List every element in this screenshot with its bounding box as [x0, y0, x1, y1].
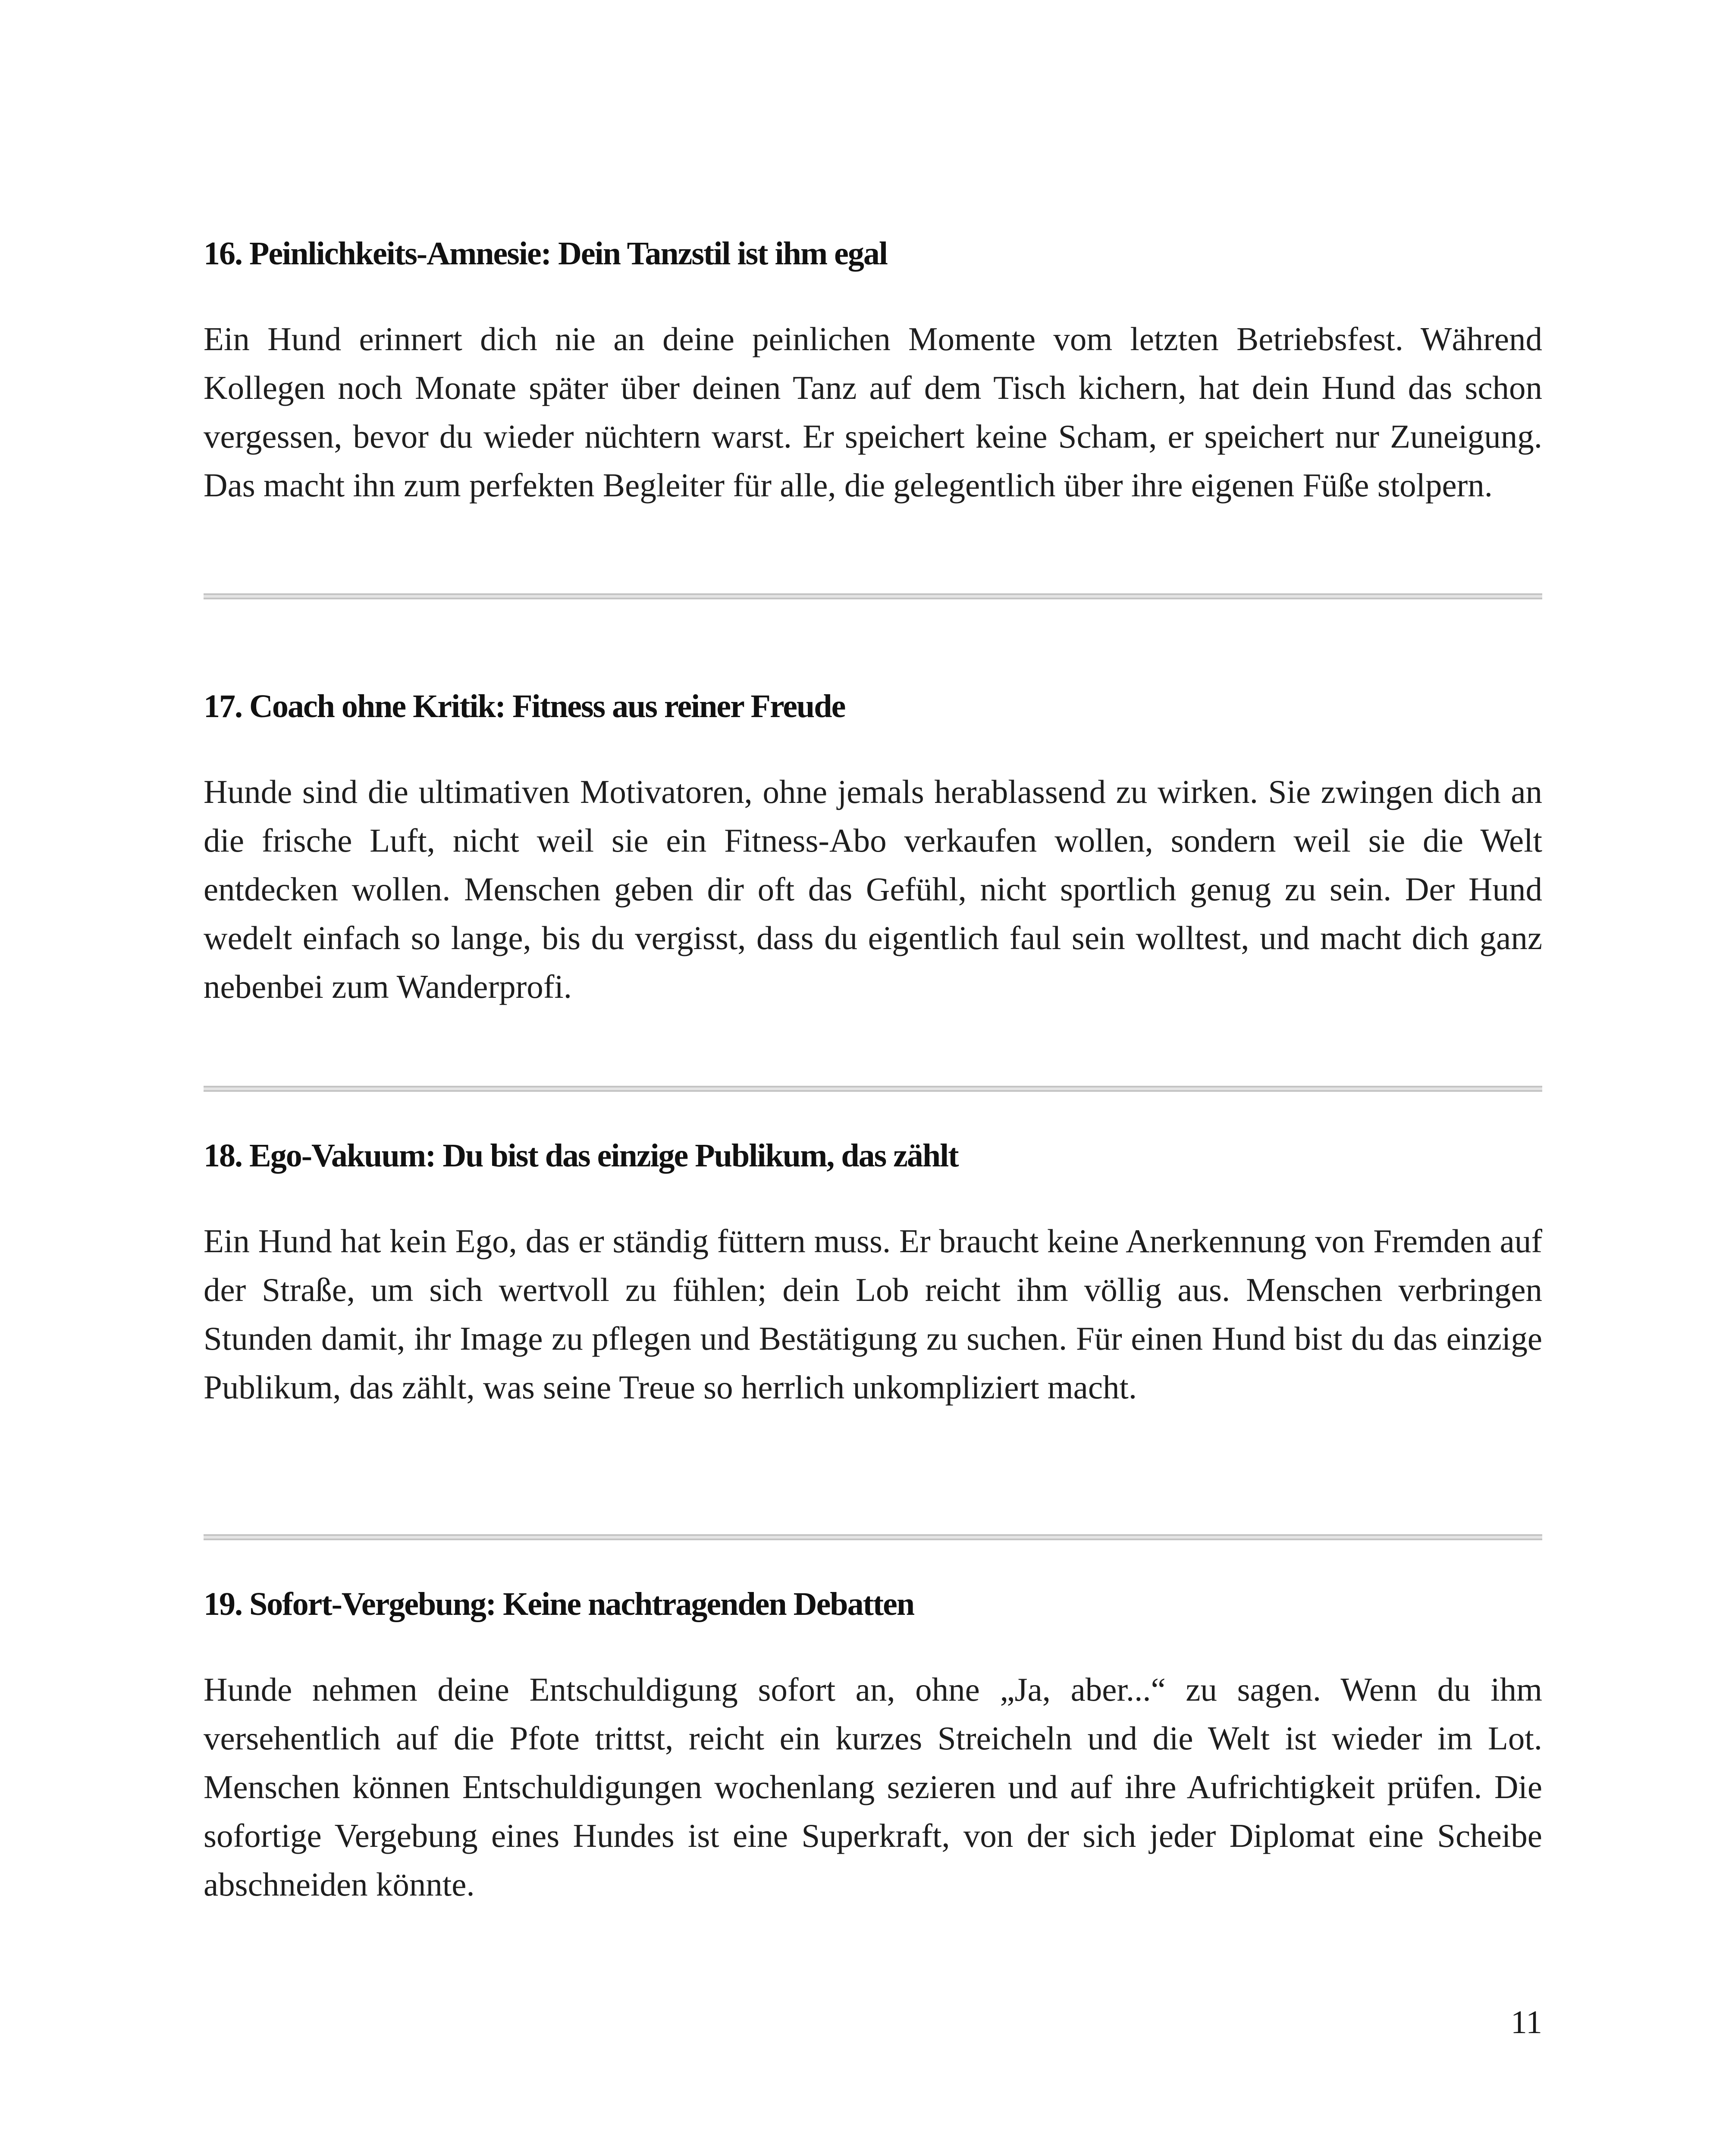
section-16	[204, 233, 1542, 510]
document-page	[204, 0, 1542, 2156]
section-body: Hunde sind die ultimativen Motivatoren, ohne jemals herablassend zu wirken. Sie zwingen dich an die frische Luft, nicht weil sie ein Fitness-Abo verkaufen wollen, sondern weil sie die Welt entdecken wollen. Menschen geben dir oft das Gefühl, nicht sportlich genug zu sein. Der Hund wedelt einfach so lange, bis du vergisst, dass du eigentlich faul sein wolltest, und macht dich ganz nebenbei zum Wanderprofi.	[204, 773, 1542, 1005]
section-divider	[204, 593, 1542, 599]
section-body: Ein Hund hat kein Ego, das er ständig füttern muss. Er braucht keine Anerkennung von Fremden auf der Straße, um sich wertvoll zu fühlen; dein Lob reicht ihm völlig aus. Menschen verbringen Stunden damit, ihr Image zu pflegen und Bestätigung zu suchen. Für einen Hund bist du das einzige Publikum, das zählt, was seine Treue so herrlich unkompliziert macht.	[204, 1222, 1542, 1406]
section-divider	[204, 1534, 1542, 1540]
section-divider	[204, 1086, 1542, 1092]
section-17	[204, 686, 1542, 1011]
section-heading: 17. Coach ohne Kritik: Fitness aus reiner Freude	[204, 688, 845, 724]
page-number: 11	[1510, 2004, 1542, 2040]
section-body: Hunde nehmen deine Entschuldigung sofort an, ohne „Ja, aber...“ zu sagen. Wenn du ihm versehentlich auf die Pfote trittst, reicht ein kurzes Streicheln und die Welt ist wieder im Lot. Menschen können Entschuldigungen wochenlang sezieren und auf ihre Aufrichtigkeit prüfen. Die sofortige Vergebung eines Hundes ist eine Superkraft, von der sich jeder Diplomat eine Scheibe abschneiden könnte.	[204, 1671, 1542, 1903]
section-19	[204, 1583, 1542, 1909]
section-heading: 19. Sofort-Vergebung: Keine nachtragenden Debatten	[204, 1586, 914, 1622]
section-18	[204, 1135, 1542, 1412]
section-body: Ein Hund erinnert dich nie an deine peinlichen Momente vom letzten Betriebsfest. Während Kollegen noch Monate später über deinen Tanz auf dem Tisch kichern, hat dein Hund das schon vergessen, bevor du wieder nüchtern warst. Er speichert keine Scham, er speichert nur Zuneigung. Das macht ihn zum perfekten Begleiter für alle, die gelegentlich über ihre eigenen Füße stolpern.	[204, 320, 1542, 504]
section-heading: 16. Peinlichkeits-Amnesie: Dein Tanzstil ist ihm egal	[204, 235, 887, 272]
section-heading: 18. Ego-Vakuum: Du bist das einzige Publikum, das zählt	[204, 1138, 958, 1174]
